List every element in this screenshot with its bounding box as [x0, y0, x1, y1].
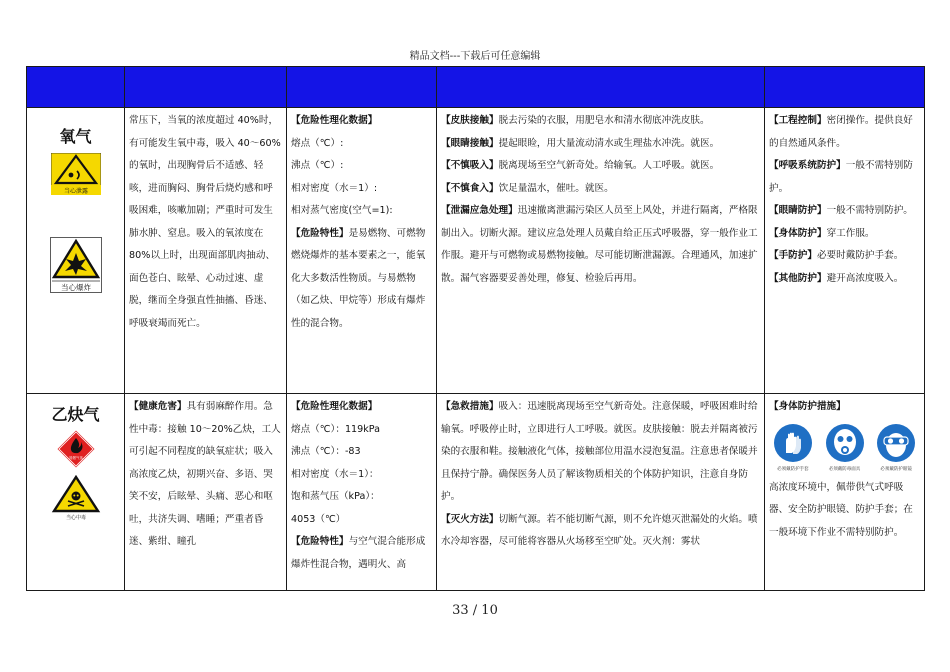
keyword: 【灭火方法】	[441, 513, 499, 525]
keyword: 【工程控制】	[769, 115, 827, 126]
keyword: 【不慎食入】	[441, 182, 499, 194]
flammable-gas-sign-icon	[56, 429, 96, 469]
header-cell	[27, 67, 125, 108]
keyword: 【泄漏应急处理】	[441, 205, 518, 216]
header-cell	[765, 67, 925, 108]
first-aid-text: 迅速撤离泄漏污染区人员至上风处，并进行隔离，严格限制出入。切断火源。建议应急处理人员戴自给正压式呼吸器，穿一般作业工作服。避开与可燃物或易燃物接触。尽可能切断泄漏源。合理通风，加速扩散。漏气容器要妥善处理，修复、检验后再用。	[441, 205, 758, 284]
chemical-name-cell	[27, 108, 125, 394]
poison-warning-sign-icon	[51, 475, 101, 521]
protection-text: 高浓度环境中，佩带供气式呼吸器、安全防护眼镜、防护手套；在一般环境下作业不需特别防护。	[769, 481, 913, 538]
ppe-icon-row	[765, 419, 924, 473]
first-aid-text: 切断气源。若不能切断气源，则不允许熄灭泄漏处的火焰。喷水冷却容器，尽可能将容器从火场移至空旷处。灭火剂：雾状	[441, 513, 758, 547]
safety-goggles-icon	[876, 423, 916, 463]
table-row-acetylene	[27, 394, 925, 591]
property-line: 相对蒸气密度(空气=1):	[291, 205, 393, 216]
page-header: 精品文档---下载后可任意编辑	[409, 51, 541, 62]
property-line: 饱和蒸气压（kPa）：	[291, 491, 380, 502]
protection-text: 穿工作服。	[826, 227, 875, 239]
sign-label: 当心爆炸	[60, 283, 91, 292]
sign-label: 当心泄露	[63, 188, 88, 195]
protection-text: 避开高浓度吸入。	[826, 272, 904, 284]
keyword: 【不慎吸入】	[441, 160, 499, 171]
chemical-name-cell	[27, 394, 125, 591]
health-hazard-cell	[125, 394, 287, 591]
gloves-icon	[773, 423, 813, 463]
keyword: 【危险性理化数据】	[291, 401, 378, 412]
health-hazard-cell	[125, 108, 287, 394]
chemical-safety-table	[26, 66, 925, 591]
keyword: 【危险特性】	[291, 227, 349, 239]
property-line: 沸点（℃）：-83	[291, 446, 361, 457]
property-line: 4053（℃）	[291, 513, 346, 525]
protection-cell	[765, 394, 925, 591]
protection-cell	[765, 108, 925, 394]
header-cell	[287, 67, 437, 108]
first-aid-cell	[437, 394, 765, 591]
sign-label: 易燃气体	[68, 456, 83, 460]
first-aid-cell	[437, 108, 765, 394]
page-number: 33 / 10	[452, 603, 498, 618]
property-line: 相对密度（水＝1）：	[291, 468, 379, 480]
property-line: 相对密度（水＝1）:	[291, 182, 378, 194]
table-header-row	[27, 67, 925, 108]
keyword: 【危险性理化数据】	[291, 115, 378, 126]
header-cell	[437, 67, 765, 108]
protection-text: 密闭操作。提供良好的自然通风条件。	[769, 115, 913, 149]
keyword: 【其他防护】	[769, 272, 827, 284]
table-row-oxygen	[27, 108, 925, 394]
health-text: 常压下，当氧的浓度超过 40%时，有可能发生氧中毒，吸入 40～60%的氧时，出现胸骨后不适感、轻咳，进而胸闷、胸骨后烧灼感和呼吸困难，咳嗽加剧；严重时可发生肺水肿、窒息。吸入的氧浓度在 80%以上时，出现面部肌肉抽动、面色苍白、眩晕、心动过速、虚脱，继而全身强直性抽搐、昏迷、呼吸衰竭而死亡。	[129, 115, 281, 329]
keyword: 【身体防护措施】	[769, 401, 846, 412]
keyword: 【手防护】	[769, 250, 817, 261]
first-aid-text: 吸入：迅速脱离现场至空气新奇处。注意保暖，呼吸困难时给输氧。呼吸停止时，立即进行人工呼吸。就医。皮肤接触：脱去并隔离被污染的衣服和鞋。接触液化气体，接触部位用温水浸泡复温。注意患者保暖并且保持宁静。确保医务人员了解该物质相关的个体防护知识，注意自身防护。	[441, 401, 758, 502]
first-aid-text: 饮足量温水，催吐。就医。	[498, 182, 614, 194]
chemical-name: 氧气	[59, 127, 92, 146]
leak-warning-sign-icon	[51, 153, 101, 195]
ppe-caption: 必须戴防毒面具	[828, 466, 861, 472]
keyword: 【呼吸系统防护】	[769, 160, 846, 171]
keyword: 【眼睛接触】	[441, 137, 499, 149]
keyword: 【眼睛防护】	[769, 205, 827, 216]
first-aid-text: 脱离现场至空气新奇处。给输氧。人工呼吸。就医。	[498, 160, 720, 171]
health-text: 具有弱麻醉作用。急性中毒：接触 10～20%乙炔，工人可引起不同程度的缺氧症状；吸入高浓度乙炔，初期兴奋、多语、哭笑不安，后眩晕、头痛、恶心和呕吐，共济失调、嗜睡；严重者昏迷、紫绀、瞳孔	[129, 401, 281, 547]
protection-text: 必要时戴防护手套。	[816, 250, 904, 261]
ppe-caption: 必须戴防护眼镜	[880, 466, 912, 472]
protection-text: 一般不需特别防护。	[769, 160, 913, 194]
keyword: 【急救措施】	[441, 401, 499, 412]
explosion-warning-sign-icon	[50, 237, 102, 293]
keyword: 【皮肤接触】	[441, 115, 499, 126]
property-text: 是易燃物、可燃物燃烧爆炸的基本要素之一，能氧化大多数活性物质。与易燃物（如乙炔、甲烷等）形成有爆炸性的混合物。	[291, 227, 426, 329]
keyword: 【身体防护】	[769, 227, 827, 239]
property-text: 与空气混合能形成爆炸性混合物，遇明火、高	[291, 536, 426, 570]
header-cell	[125, 67, 287, 108]
sign-label: 当心中毒	[65, 515, 86, 521]
gas-mask-icon	[825, 423, 865, 463]
property-line: 熔点（℃）：119kPa	[291, 423, 381, 435]
property-line: 沸点（℃）:	[291, 160, 344, 171]
property-line: 熔点（℃）:	[291, 137, 344, 149]
keyword: 【健康危害】	[129, 401, 187, 412]
first-aid-text: 脱去污染的衣服，用肥皂水和清水彻底冲洗皮肤。	[498, 115, 710, 126]
protection-text: 一般不需特别防护。	[826, 205, 913, 216]
keyword: 【危险特性】	[291, 536, 349, 547]
chemical-name: 乙炔气	[51, 405, 100, 424]
properties-cell	[287, 108, 437, 394]
properties-cell	[287, 394, 437, 591]
first-aid-text: 提起眼睑，用大量流动清水或生理盐水冲洗。就医。	[498, 137, 720, 149]
ppe-caption: 必须戴防护手套	[777, 466, 809, 472]
